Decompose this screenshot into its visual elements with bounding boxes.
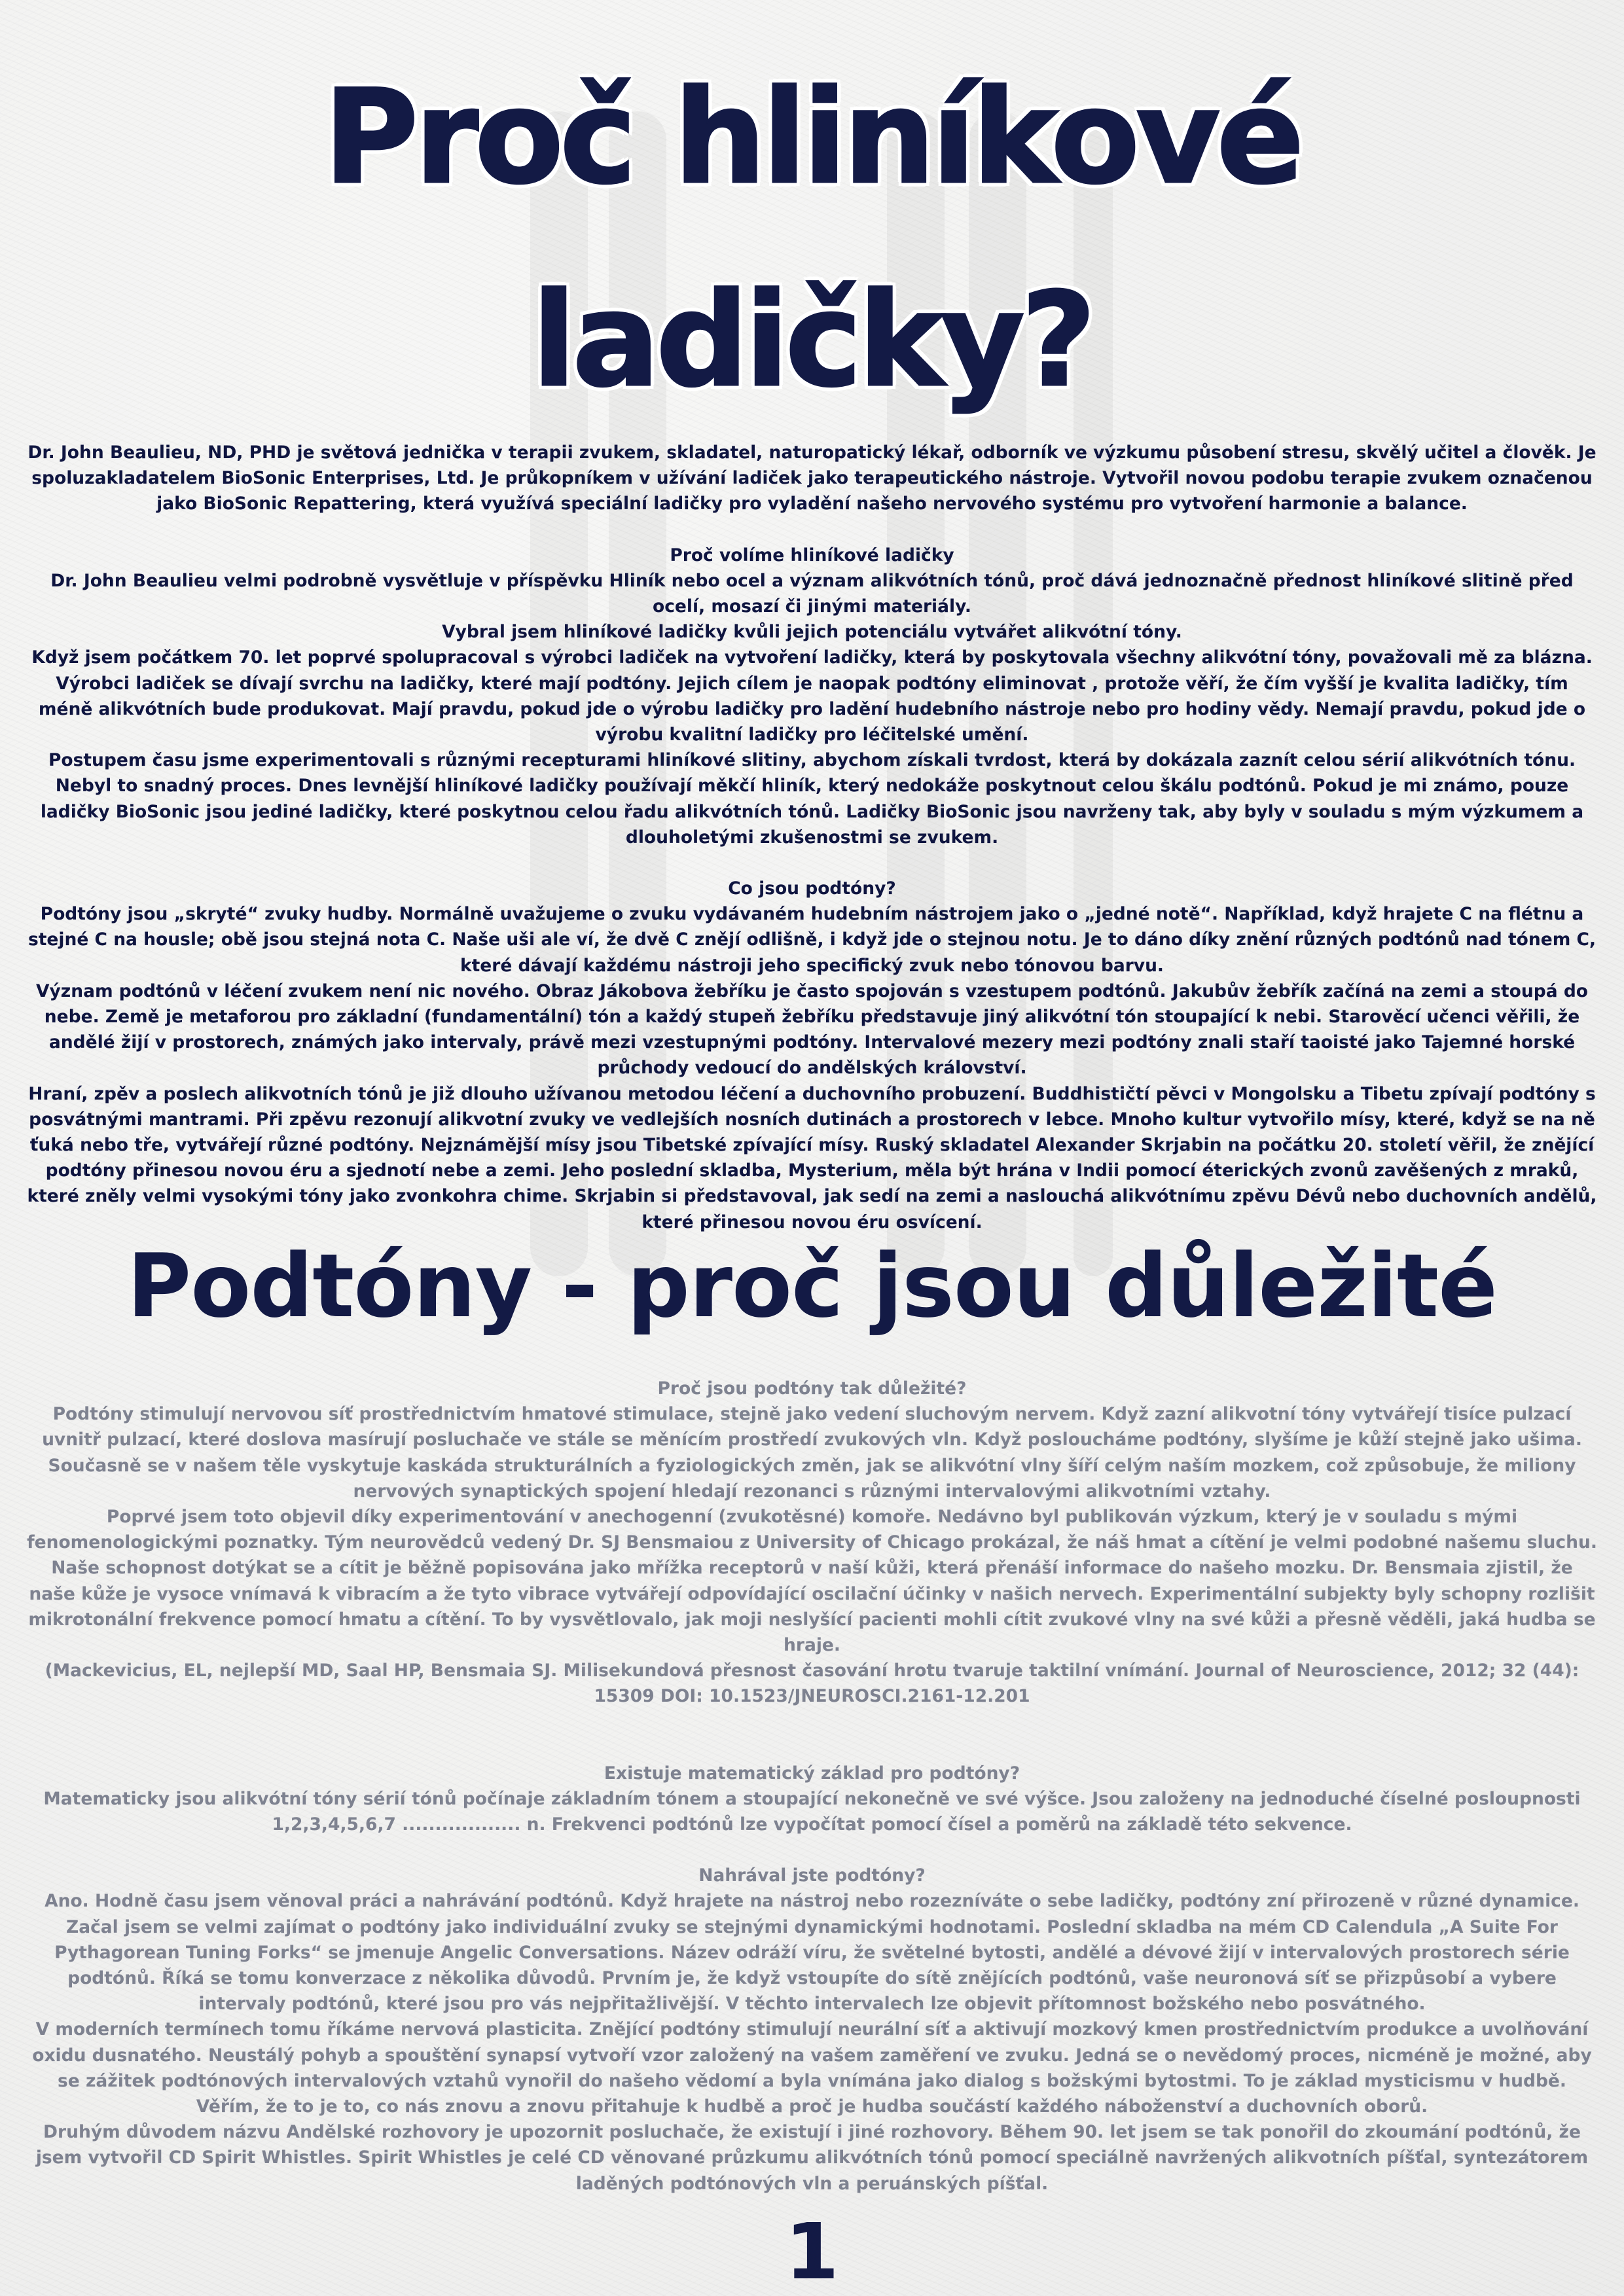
- paragraph: Matematicky jsou alikvótní tóny sérií tónů počínaje základním tónem a stoupající nekonečně ve své výšce. Jsou založeny na jednoduché číselné posloupnosti 1,2,3,4,5,6,7 .................. n. Frekvenci podtónů lze vypočítat pomocí čísel a poměrů na základě této sekvence.: [43, 1788, 1581, 1835]
- main-title-line-2: ladičky?: [532, 264, 1092, 416]
- intro-paragraph: Dr. John Beaulieu, ND, PHD je světová jednička v terapii zvukem, skladatel, naturopatický lékař, odborník ve výzkumu působení stresu, skvělý učitel a člověk. Je spoluzakladatelem BioSonic Enterprises, Ltd. Je průkopníkem v užívání ladiček jako terapeutického nástroje. Vytvořil novou podobu terapie zvukem označenou jako BioSonic Repattering, která využívá speciální ladičky pro vyladění našeho nervového systému pro vytvoření harmonie a balance.: [27, 442, 1597, 514]
- section-heading-recorded: Nahrával jste podtóny?: [698, 1865, 926, 1886]
- paragraph: Poprvé jsem toto objevil díky experimentování v anechogenní (zvukotěsné) komoře. Nedávno byl publikován výzkum, který je v souladu s mými fenomenologickými poznatky. Tým neurovědců vedený Dr. SJ Bensmaiou z University of Chicago prokázal, že náš hmat a cítění je velmi podobné našemu sluchu. Naše schopnost dotýkat se a cítit je běžně popisována jako mřížka receptorů v naší kůži, která přenáší informace do našeho mozku. Dr. Bensmaia zjistil, že naše kůže je vysoce vnímavá k vibracím a že tyto vibrace vytvářejí odpovídající oscilační účinky v našich nervech. Experimentální subjekty byly schopny rozlišit mikrotonální frekvence pomocí hmatu a cítění. To by vysvětlovalo, jak moji neslyšící pacienti mohli cítit zvukové vlny na své kůži a přesně věděli, jaká hudba se hraje.: [27, 1507, 1597, 1656]
- section-title: Podtóny - proč jsou důležité: [127, 1235, 1497, 1337]
- section-heading-why-aluminium: Proč volíme hliníkové ladičky: [670, 545, 954, 565]
- top-article: [26, 440, 1598, 1235]
- paragraph: Podtóny jsou „skryté“ zvuky hudby. Normálně uvažujeme o zvuku vydávaném hudebním nástrojem jako o „jedné notě“. Například, když hrajete C na flétnu a stejné C na housle; obě jsou stejná nota C. Naše uši ale ví, že dvě C znějí odlišně, i když jde o stejnou notu. Je to dáno díky znění různých podtónů nad tónem C, které dávají každému nástroji jeho specifický zvuk nebo tónovou barvu.: [27, 904, 1597, 976]
- section-heading-why-important: Proč jsou podtóny tak důležité?: [657, 1378, 967, 1399]
- page-number: 1: [785, 2206, 839, 2296]
- paragraph: Podtóny stimulují nervovou síť prostřednictvím hmatové stimulace, stejně jako vedení sluchovým nervem. Když zazní alikvotní tóny vytvářejí tisíce pulzací uvnitř pulzací, které doslova masírují posluchače ve stále se měnícím prostředí zvukových vln. Když posloucháme podtóny, slyšíme je kůží stejně jako ušima. Současně se v našem těle vyskytuje kaskáda strukturálních a fyziologických změn, jak se alikvótní vlny šíří celým naším mozkem, což způsobuje, že miliony nervových synaptických spojení hledají rezonanci s různými intervalovými alikvotními vztahy.: [42, 1404, 1582, 1501]
- section-heading-math-basis: Existuje matematický základ pro podtóny?: [604, 1763, 1020, 1784]
- paragraph: Když jsem počátkem 70. let poprvé spolupracoval s výrobci ladiček na vytvoření ladičky, která by poskytovala všechny alikvótní tóny, považovali mě za blázna. Výrobci ladiček se dívají svrchu na ladičky, které mají podtóny. Jejich cílem je naopak podtóny eliminovat , protože věří, že čím vyšší je kvalita ladičky, tím méně alikvótních bude produkovat. Mají pravdu, pokud jde o výrobu ladičky pro ladění hudebního nástroje nebo pro hodiny vědy. Nemají pravdu, pokud jde o výrobu kvalitní ladičky pro léčitelské umění.: [31, 647, 1593, 745]
- spacer: [26, 1710, 1598, 1761]
- paragraph: Hraní, zpěv a poslech alikvotních tónů je již dlouho užívanou metodou léčení a duchovního probuzení. Buddhističtí pěvci v Mongolsku a Tibetu zpívají podtóny s posvátnými mantrami. Při zpěvu rezonují alikvotní zvuky ve vedlejších nosních dutinách a prostorech v lebce. Mnoho kultur vytvořilo mísy, které, když se na ně ťuká nebo tře, vytvářejí různé podtóny. Nejznámější mísy jsou Tibetské zpívající mísy. Ruský skladatel Alexander Skrjabin na počátku 20. století věřil, že znějící podtóny přinesou novou éru a sjednotí nebe a zemi. Jeho poslední skladba, Mysterium, měla být hrána v Indii pomocí éterických zvonů zavěšených z mraků, které zněly velmi vysokými tóny jako zvonkohra chime. Skrjabin si představoval, jak sedí na zemi a naslouchá alikvótnímu zpěvu Dévů nebo duchovních andělů, které přinesou novou éru osvícení.: [27, 1083, 1597, 1232]
- main-title-line-1: Proč hliníkové: [323, 62, 1301, 213]
- section-heading-what-are-overtones: Co jsou podtóny?: [728, 878, 896, 899]
- citation: (Mackevicius, EL, nejlepší MD, Saal HP, Bensmaia SJ. Milisekundová přesnost časování hrotu tvaruje taktilní vnímání. Journal of Neuroscience, 2012; 32 (44): 15309 DOI: 10.1523/JNEUROSCI.2161-12.201: [45, 1660, 1579, 1707]
- paragraph: Postupem času jsme experimentovali s různými recepturami hliníkové slitiny, abychom získali tvrdost, která by dokázala zaznít celou sérií alikvótních tónu. Nebyl to snadný proces. Dnes levnější hliníkové ladičky používají měkčí hliník, který nedokáže poskytnout celou škálu podtónů. Pokud je mi známo, pouze ladičky BioSonic jsou jediné ladičky, které poskytnou celou řadu alikvótních tónů. Ladičky BioSonic jsou navrženy tak, aby byly v souladu s mým výzkumem a dlouholetými zkušenostmi se zvukem.: [40, 750, 1584, 848]
- paragraph: Ano. Hodně času jsem věnoval práci a nahrávání podtónů. Když hrajete na nástroj nebo rozezníváte o sebe ladičky, podtóny zní přirozeně v různé dynamice. Začal jsem se velmi zajímat o podtóny jako individuální zvuky se stejnými dynamickými hodnotami. Poslední skladba na mém CD Calendula „A Suite For Pythagorean Tuning Forks“ se jmenuje Angelic Conversations. Název odráží víru, že světelné bytosti, andělé a dévové žijí v intervalových prostorech série podtónů. Říká se tomu konverzace z několika důvodů. Prvním je, že když vstoupíte do sítě znějících podtónů, vaše neuronová síť se přizpůsobí a vybere intervaly podtónů, které jsou pro vás nejpřitažlivější. V těchto intervalech lze objevit přítomnost božského nebo posvátného.: [45, 1891, 1579, 2015]
- spacer: [26, 850, 1598, 876]
- paragraph: Druhým důvodem názvu Andělské rozhovory je upozornit posluchače, že existují i jiné rozhovory. Během 90. let jsem se tak ponořil do zkoumání podtónů, že jsem vytvořil CD Spirit Whistles. Spirit Whistles je celé CD věnované průzkumu alikvótních tónů pomocí speciálně navržených alikvotních píšťal, syntezátorem laděných podtónových vln a peruánských píšťal.: [35, 2122, 1589, 2194]
- bottom-article: [26, 1376, 1598, 2197]
- paragraph: Vybral jsem hliníkové ladičky kvůli jejich potenciálu vytvářet alikvótní tóny.: [442, 622, 1182, 643]
- spacer: [26, 517, 1598, 543]
- paragraph: Dr. John Beaulieu velmi podrobně vysvětluje v příspěvku Hliník nebo ocel a význam alikvótních tónů, proč dává jednoznačně přednost hliníkové slitině před ocelí, mosazí či jinými materiály.: [50, 570, 1574, 617]
- paragraph: V moderních termínech tomu říkáme nervová plasticita. Znějící podtóny stimulují neurální síť a aktivují mozkový kmen prostřednictvím produkce a uvolňování oxidu dusnatého. Neustálý pohyb a spouštění synapsí vytvoří vzor založený na vašem zaměření ve zvuku. Jedná se o nevědomý proces, nicméně je možné, aby se zážitek podtónových intervalových vztahů vynořil do našeho vědomí a byla vnímána jako dialog s božskými bytostmi. To je základ mysticismu v hudbě. Věřím, že to je to, co nás znovu a znovu přitahuje k hudbě a proč je hudba součástí každého náboženství a duchovních oborů.: [32, 2019, 1592, 2117]
- main-title: [0, 36, 1624, 442]
- paragraph: Význam podtónů v léčení zvukem není nic nového. Obraz Jákobova žebříku je často spojován s vzestupem podtónů. Jakubův žebřík začíná na zemi a stoupá do nebe. Země je metaforou pro základní (fundamentální) tón a každý stupeň žebříku představuje jiný alikvótní tón stoupající k nebi. Starověcí učenci věřili, že andělé žijí v prostorech, známých jako intervaly, právě mezi vzestupnými podtóny. Intervalové mezery mezi podtóny znali staří taoisté jako Tajemné horské průchody vedoucí do andělských království.: [36, 980, 1588, 1079]
- spacer: [26, 1837, 1598, 1863]
